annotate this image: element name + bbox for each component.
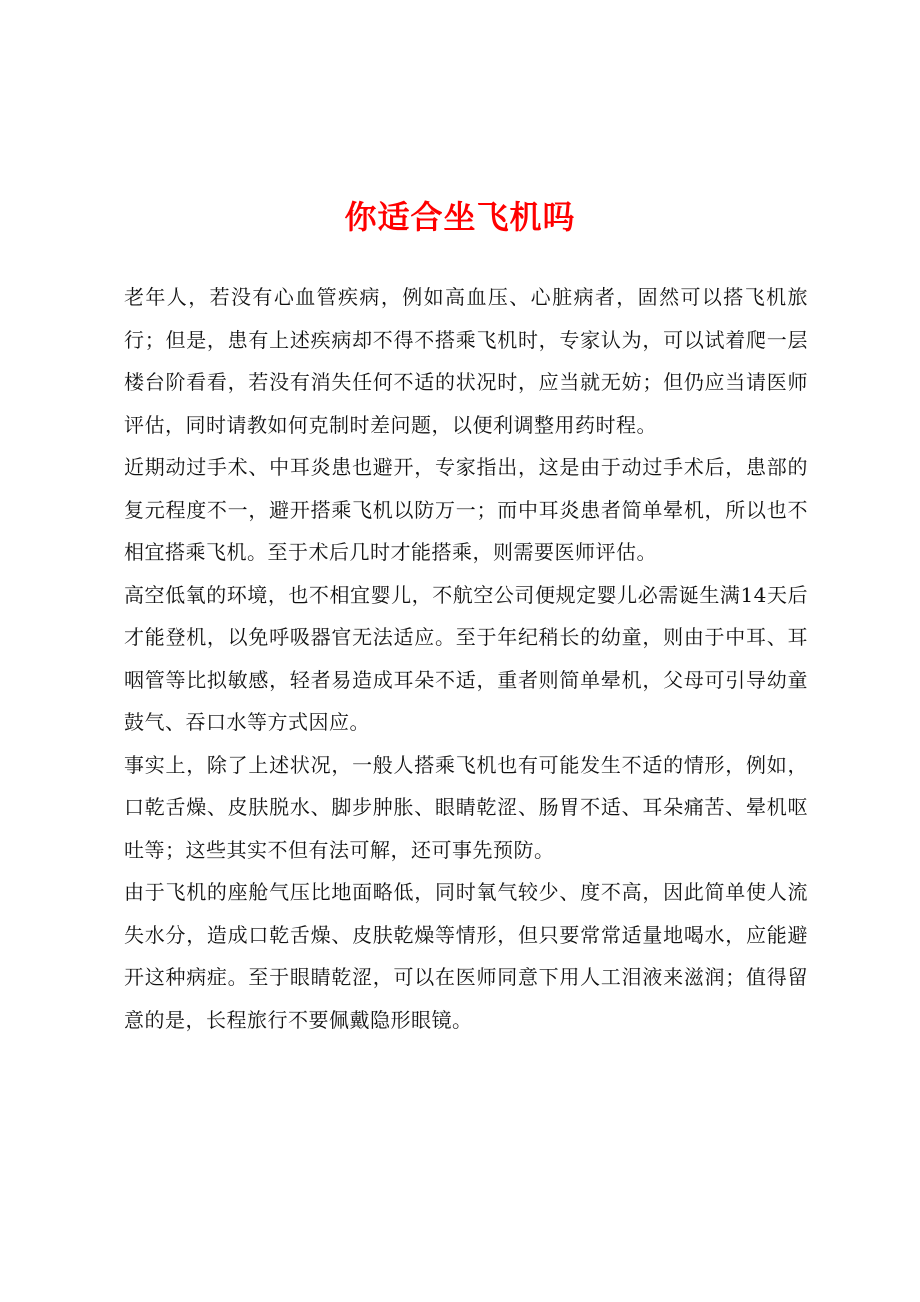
paragraph-elderly: 老年人，若没有心血管疾病，例如高血压、心脏病者，固然可以搭飞机旅行；但是，患有上述疾病却不得不搭乘飞机时，专家认为，可以试着爬一层楼台阶看看，若没有消失任何不适的状况时，应当就无妨；但仍应当请医师评估，同时请教如何克制时差问题，以便利调整用药时程。 bbox=[124, 285, 808, 437]
paragraph-surgery-otitis: 近期动过手术、中耳炎患也避开，专家指出，这是由于动过手术后，患部的复元程度不一，避开搭乘飞机以防万一；而中耳炎患者简单晕机，所以也不相宜搭乘飞机。至于术后几时才能搭乘，则需要医师评估。 bbox=[124, 455, 808, 564]
document-title: 你适合坐飞机吗 bbox=[344, 198, 576, 236]
paragraph-infants: 高空低氧的环境，也不相宜婴儿，不航空公司便规定婴儿必需诞生满14天后才能登机，以免呼吸器官无法适应。至于年纪稍长的幼童，则由于中耳、耳咽管等比拟敏感，轻者易造成耳朵不适，重者则简单晕机，父母可引导幼童鼓气、吞口水等方式因应。 bbox=[124, 582, 808, 734]
document-body bbox=[124, 276, 808, 1041]
paragraph-common-discomfort: 事实上，除了上述状况，一般人搭乘飞机也有可能发生不适的情形，例如，口乾舌燥、皮肤脱水、脚步肿胀、眼睛乾涩、肠胃不适、耳朵痛苦、晕机呕吐等；这些其实不但有法可解，还可事先预防。 bbox=[124, 752, 808, 862]
paragraph-cabin-pressure: 由于飞机的座舱气压比地面略低，同时氧气较少、度不高，因此简单使人流失水分，造成口乾舌燥、皮肤乾燥等情形，但只要常常适量地喝水，应能避开这种病症。至于眼睛乾涩，可以在医师同意下用人工泪液来滋润；值得留意的是，长程旅行不要佩戴隐形眼镜。 bbox=[124, 880, 808, 1032]
